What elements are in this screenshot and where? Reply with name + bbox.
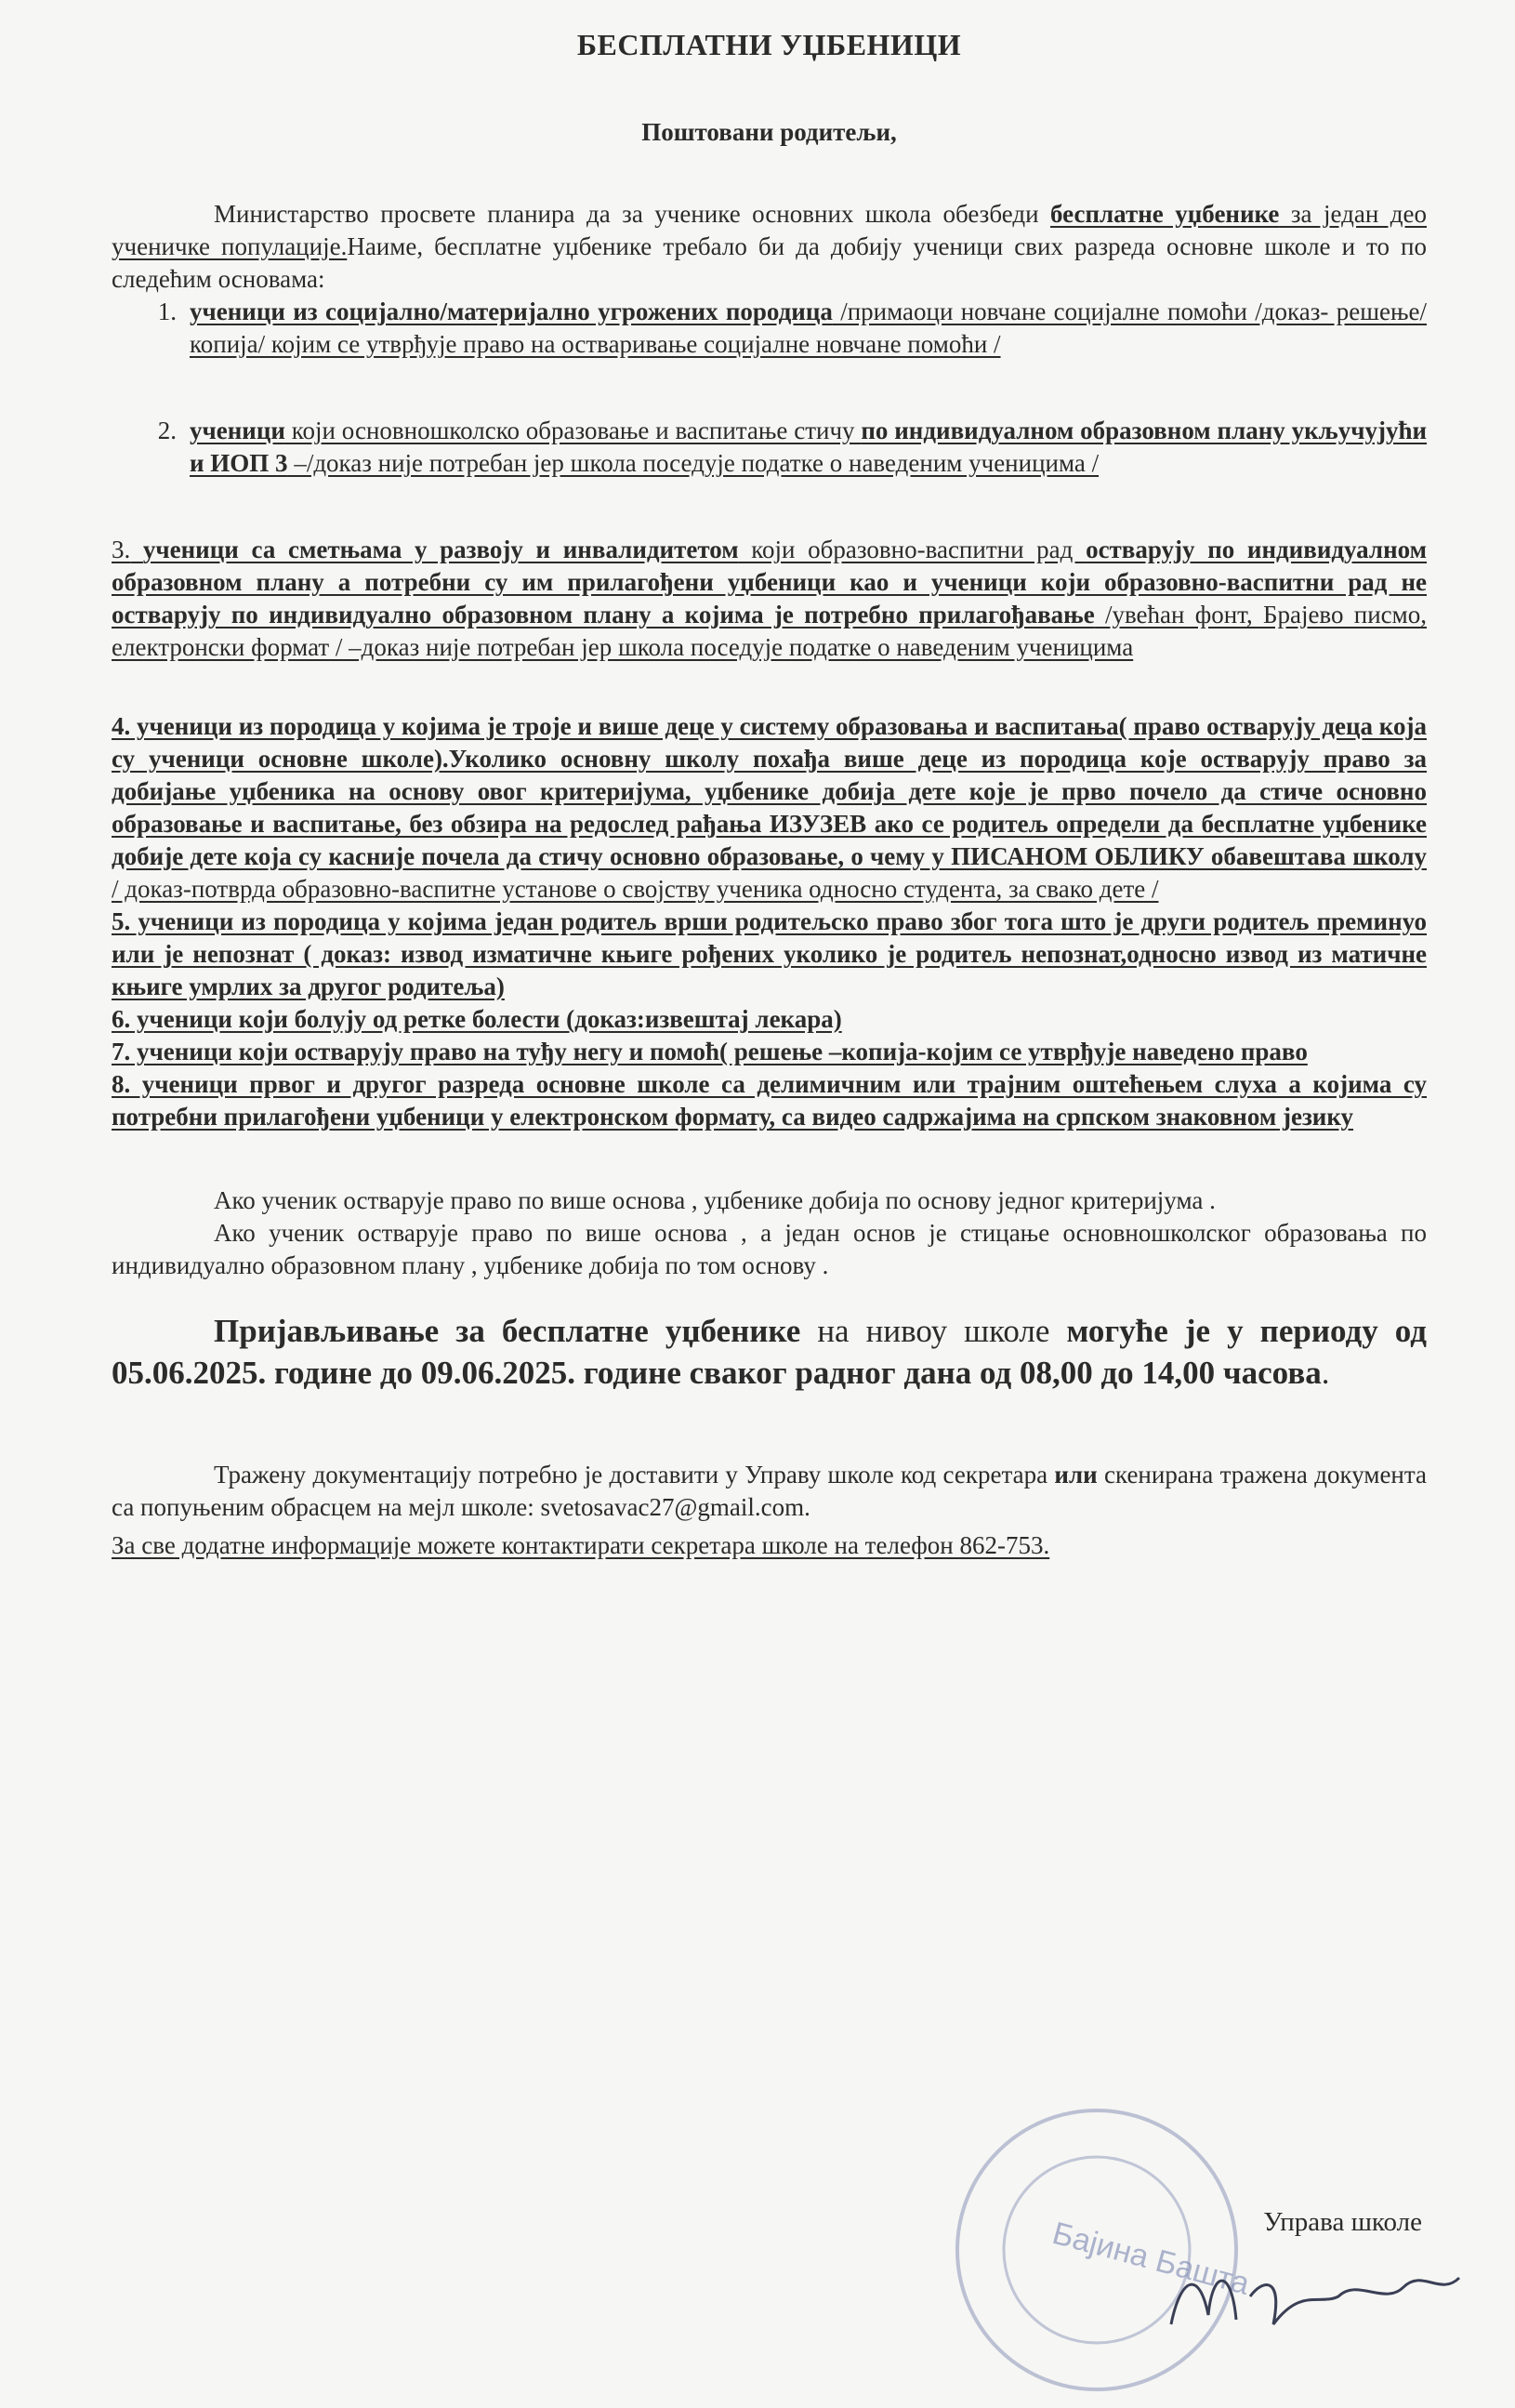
signature-title: Управа школе [1263, 2207, 1422, 2237]
intro-paragraph: Министарство просвете планира да за ученике основних школа обезбеди бесплатне уџбенике за један део ученичке популације.Наиме, бесплатне уџбенике требало би да добију ученици свих разреда основне школе и то по следећим основама: [112, 200, 1427, 293]
list-item-5: 5. ученици из породица у којима један родитељ врши родитељско право због тога што је други родитељ преминуо или је непознат ( доказ: извод изматичне књиге рођених уколико је родитељ непознат,односно извод из матичне књиге умрлих за другог родитеља) [112, 907, 1427, 1000]
list-item-1: 1. ученици из социјално/материјално угрожених породица /примаоци новчане социјалне помоћи /доказ- решење/копија/ којим се утврђује право на остваривање социјалне новчане помоћи / [157, 298, 1427, 358]
note-1: Ако ученик остварује право по више основа , уџбенике добија по основу једног критеријума . [214, 1186, 1216, 1214]
list-item-6: 6. ученици који болују од ретке болести (доказ:извештај лекара) [112, 1005, 842, 1033]
application-period: Пријављивање за бесплатне уџбенике на нивоу школе могуће је у периоду од 05.06.2025. године до 09.06.2025. године сваког радног дана од 08,00 до 14,00 часова. [112, 1313, 1427, 1391]
list-item-8: 8. ученици првог и другог разреда основне школе са делимичним или трајним оштећењем слуха а којима су потребни прилагођени уџбеници у електронском формату, са видео садржајима на српском знаковном језику [112, 1070, 1427, 1131]
intro-bold: бесплатне уџбенике [1050, 200, 1280, 228]
document-title: БЕСПЛАТНИ УЏБЕНИЦИ [576, 28, 962, 61]
bold-items-list [112, 906, 1427, 1133]
note-2: Ако ученик остварује право по више основа , а један основ је стицање основношколског образовања по индивидуално образовном плану , уџбенике добија по том основу . [112, 1219, 1427, 1279]
list-item-2: 2. ученици који основношколско образовање и васпитање стичу по индивидуалном образовном плану укључујући и ИОП 3 –/доказ није потребан јер школа поседује податке о наведеним ученицима / [157, 417, 1428, 477]
list-item-3: 3. ученици са сметњама у развоју и инвалидитетом који образовно-васпитни рад остварују по индивидуалном образовном плану а потребни су им прилагођени уџбеници као и ученици који образовно-васпитни рад не остварују по индивидуално образовном плану а којима је потребно прилагођавање /увећан фонт, Брајево писмо, електронски формат / –доказ није потребан јер школа поседује податке о наведеним ученицима [112, 536, 1427, 661]
contact-line: За све додатне информације можете контактирати секретара школе на телефон 862-753. [112, 1531, 1050, 1559]
list-item-7: 7. ученици који остварују право на туђу негу и помоћ( решење –копија-којим се утврђује наведено право [112, 1038, 1308, 1065]
list-item-4: 4. ученици из породица у којима је троје и више деце у систему образовања и васпитања( право остварују деца која су ученици основне школе).Уколико основну школу похађа више деце из породица које остварују право за добијање уџбеника на основу овог критеријума, уџбенике добија дете које је прво почело да стиче основно образовање и васпитање, без обзира на редослед рађања ИЗУЗЕВ ако се родитељ определи да бесплатне уџбенике добије дете која су касније почела да стичу основно образовање, о чему у ПИСАНОМ ОБЛИКУ обавештава школу / доказ-потврда образовно-васпитне установе о својству ученика односно студента, за свако дете / [112, 712, 1427, 903]
greeting: Поштовани родитељи, [641, 118, 897, 146]
stamp-text: Бајина Башта [1048, 2215, 1254, 2302]
documents-paragraph: Тражену документацију потребно је доставити у Управу школе код секретара или скенирана тражена документа са попуњеним обрасцем на мејл школе: svetosavac27@gmail.com. [112, 1461, 1427, 1521]
signature [1162, 2241, 1469, 2343]
